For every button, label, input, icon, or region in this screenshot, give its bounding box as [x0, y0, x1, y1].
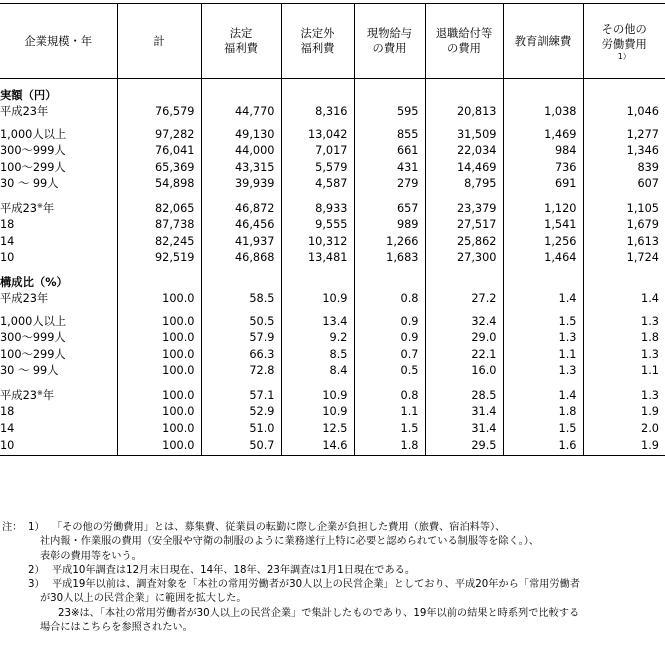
cell-legal-welfare: 39,939 — [201, 176, 281, 193]
table-row — [0, 176, 665, 193]
row-label — [0, 217, 117, 234]
table-row — [0, 217, 665, 234]
cell-training: 1.4 — [503, 291, 583, 308]
cell-retirement: 27,517 — [425, 217, 503, 234]
cell-in-kind-pay: 661 — [354, 143, 425, 160]
cell-total: 100.0 — [117, 313, 201, 330]
table-row — [0, 363, 665, 380]
spacer-row — [0, 79, 665, 88]
cell-retirement: 20,813 — [425, 104, 503, 121]
cell-other-labor: 1.3 — [583, 313, 665, 330]
notes — [0, 521, 665, 635]
cell-in-kind-pay: 0.8 — [354, 291, 425, 308]
section-amount-title-row — [0, 87, 665, 104]
table-row — [0, 420, 665, 437]
cell-total: 87,738 — [117, 217, 201, 234]
table-row — [0, 387, 665, 404]
table-row — [0, 104, 665, 121]
row-label — [0, 330, 117, 347]
cell-other-labor: 1.9 — [583, 437, 665, 456]
row-label-text: 1,000人以上 — [0, 314, 67, 328]
cell-other-labor: 1.3 — [583, 346, 665, 363]
cell-total: 100.0 — [117, 420, 201, 437]
row-label — [0, 126, 117, 143]
header-size-year: 企業規模・年 — [0, 4, 117, 79]
cell-other-labor: 1,613 — [583, 233, 665, 250]
table-row — [0, 143, 665, 160]
cell-training: 691 — [503, 176, 583, 193]
note-3-line-2: が30人以上の民営企業」に範囲を拡大した。 — [40, 593, 247, 605]
row-label-text: 14 — [0, 421, 15, 435]
cell-training: 1.5 — [503, 313, 583, 330]
cell-retirement: 28.5 — [425, 387, 503, 404]
notes-prefix: 注： — [2, 522, 23, 533]
row-label — [0, 291, 117, 308]
cell-training: 1.3 — [503, 363, 583, 380]
cell-legal-welfare: 43,315 — [201, 159, 281, 176]
cell-in-kind-pay: 0.9 — [354, 313, 425, 330]
header-row — [0, 4, 665, 79]
cell-other-labor: 1,724 — [583, 250, 665, 267]
cell-in-kind-pay: 1,683 — [354, 250, 425, 267]
cell-total: 100.0 — [117, 330, 201, 347]
row-label-text: 平成23年 — [0, 105, 49, 119]
cell-total: 97,282 — [117, 126, 201, 143]
cell-total: 82,065 — [117, 200, 201, 217]
cell-in-kind-pay: 0.8 — [354, 387, 425, 404]
cell-training: 1,120 — [503, 200, 583, 217]
cell-legal-welfare: 58.5 — [201, 291, 281, 308]
row-label-text: 平成23 — [0, 388, 37, 402]
table-row — [0, 159, 665, 176]
cell-nonlegal-welfare: 13,481 — [281, 250, 354, 267]
cell-legal-welfare: 66.3 — [201, 346, 281, 363]
cell-total: 92,519 — [117, 250, 201, 267]
cell-training: 1,464 — [503, 250, 583, 267]
cell-training: 1,469 — [503, 126, 583, 143]
cell-in-kind-pay: 279 — [354, 176, 425, 193]
cell-nonlegal-welfare: 14.6 — [281, 437, 354, 456]
row-label-text: 100～299人 — [0, 347, 66, 361]
cell-nonlegal-welfare: 10.9 — [281, 291, 354, 308]
cell-total: 82,245 — [117, 233, 201, 250]
section-ratio-title-row — [0, 274, 665, 291]
row-label — [0, 143, 117, 160]
row-label — [0, 313, 117, 330]
row-label-text: 30 ～ 99人 — [0, 364, 59, 378]
row-label — [0, 363, 117, 380]
cell-in-kind-pay: 855 — [354, 126, 425, 143]
cell-total: 100.0 — [117, 387, 201, 404]
row-label — [0, 200, 117, 217]
note-1-line-1: 「その他の労働費用」とは、募集費、従業員の転勤に際し企業が負担した費用（旅費、宿泊料等）、 — [52, 522, 506, 533]
cell-retirement: 22,034 — [425, 143, 503, 160]
cell-retirement: 8,795 — [425, 176, 503, 193]
cell-training: 984 — [503, 143, 583, 160]
kome-mark: ※ — [36, 201, 43, 210]
cell-training: 1.6 — [503, 437, 583, 456]
cell-nonlegal-welfare: 8.5 — [281, 346, 354, 363]
cell-nonlegal-welfare: 10.9 — [281, 404, 354, 421]
cell-in-kind-pay: 1.8 — [354, 437, 425, 456]
cell-total: 100.0 — [117, 346, 201, 363]
note-3-line-4: 場合にはこちらを参照されたい。 — [40, 622, 193, 634]
cell-total: 76,579 — [117, 104, 201, 121]
cell-total: 100.0 — [117, 363, 201, 380]
cell-retirement: 23,379 — [425, 200, 503, 217]
cell-nonlegal-welfare: 7,017 — [281, 143, 354, 160]
cell-training: 1,256 — [503, 233, 583, 250]
note-3-number: 3） — [28, 579, 45, 591]
row-label-text: 18 — [0, 405, 15, 419]
note-1-line-3: 表彰の費用等をいう。 — [40, 550, 142, 562]
cell-legal-welfare: 51.0 — [201, 420, 281, 437]
cell-nonlegal-welfare: 9.2 — [281, 330, 354, 347]
cell-total: 100.0 — [117, 437, 201, 456]
cell-training: 1.1 — [503, 346, 583, 363]
row-label-text: 100～299人 — [0, 160, 66, 174]
cell-nonlegal-welfare: 4,587 — [281, 176, 354, 193]
cell-total: 65,369 — [117, 159, 201, 176]
cell-retirement: 16.0 — [425, 363, 503, 380]
cell-retirement: 29.5 — [425, 437, 503, 456]
table-row — [0, 291, 665, 308]
cell-retirement: 32.4 — [425, 313, 503, 330]
table-row — [0, 126, 665, 143]
row-label-suffix: 年 — [42, 201, 55, 215]
cell-legal-welfare: 44,770 — [201, 104, 281, 121]
cell-other-labor: 1.4 — [583, 291, 665, 308]
cell-other-labor: 839 — [583, 159, 665, 176]
cell-nonlegal-welfare: 8.4 — [281, 363, 354, 380]
table-row — [0, 200, 665, 217]
cell-legal-welfare: 57.9 — [201, 330, 281, 347]
cell-legal-welfare: 49,130 — [201, 126, 281, 143]
cell-training: 1.8 — [503, 404, 583, 421]
cell-legal-welfare: 50.5 — [201, 313, 281, 330]
row-label — [0, 233, 117, 250]
spacer-row — [0, 266, 665, 274]
cell-nonlegal-welfare: 10,312 — [281, 233, 354, 250]
cell-nonlegal-welfare: 13,042 — [281, 126, 354, 143]
header-nonlegal-welfare: 法定外 福利費 — [281, 4, 354, 79]
note-3-line-1: 平成19年以前は、調査対象を「本社の常用労働者が30人以上の民営企業」としており、平成20年から「常用労働者 — [52, 579, 580, 591]
cell-other-labor: 1.8 — [583, 330, 665, 347]
cell-legal-welfare: 72.8 — [201, 363, 281, 380]
cell-training: 1.4 — [503, 387, 583, 404]
note-2-number: 2） — [28, 564, 45, 576]
row-label-text: 平成23年 — [0, 292, 49, 306]
table-row — [0, 437, 665, 456]
row-label — [0, 387, 117, 404]
cell-retirement: 31.4 — [425, 404, 503, 421]
row-label-text: 300～999人 — [0, 331, 66, 345]
cell-retirement: 31,509 — [425, 126, 503, 143]
row-label — [0, 404, 117, 421]
row-label-text: 14 — [0, 234, 15, 248]
note-1-line-2: 社内報・作業服の費用（安全服や守衛の制服のように業務遂行上特に必要と認められている制服等を除く。）、 — [40, 536, 539, 548]
cell-retirement: 22.1 — [425, 346, 503, 363]
row-label — [0, 420, 117, 437]
cell-other-labor: 1,277 — [583, 126, 665, 143]
cell-retirement: 29.0 — [425, 330, 503, 347]
row-label-text: 30 ～ 99人 — [0, 177, 59, 191]
header-in-kind-pay: 現物給与 の費用 — [354, 4, 425, 79]
cell-nonlegal-welfare: 10.9 — [281, 387, 354, 404]
row-label-suffix: 年 — [42, 388, 55, 402]
row-label — [0, 104, 117, 121]
cell-in-kind-pay: 0.7 — [354, 346, 425, 363]
cell-retirement: 27,300 — [425, 250, 503, 267]
cell-other-labor: 1,105 — [583, 200, 665, 217]
cell-other-labor: 1.3 — [583, 387, 665, 404]
cell-legal-welfare: 46,872 — [201, 200, 281, 217]
cell-retirement: 14,469 — [425, 159, 503, 176]
row-label-text: 1,000人以上 — [0, 127, 67, 141]
cell-training: 1,541 — [503, 217, 583, 234]
spacer-row — [0, 192, 665, 200]
table-row — [0, 313, 665, 330]
cell-in-kind-pay: 431 — [354, 159, 425, 176]
cell-legal-welfare: 44,000 — [201, 143, 281, 160]
cell-in-kind-pay: 0.9 — [354, 330, 425, 347]
cell-retirement: 31.4 — [425, 420, 503, 437]
cell-retirement: 27.2 — [425, 291, 503, 308]
row-label — [0, 176, 117, 193]
cell-in-kind-pay: 1,266 — [354, 233, 425, 250]
table-row — [0, 404, 665, 421]
header-retirement: 退職給付等 の費用 — [425, 4, 503, 79]
cell-nonlegal-welfare: 9,555 — [281, 217, 354, 234]
note-2-line-1: 平成10年調査は12月末日現在、14年、18年、23年調査は1月1日現在である。 — [52, 564, 416, 576]
cell-other-labor: 2.0 — [583, 420, 665, 437]
cell-training: 736 — [503, 159, 583, 176]
cell-other-labor: 1.1 — [583, 363, 665, 380]
cell-in-kind-pay: 1.1 — [354, 404, 425, 421]
row-label — [0, 346, 117, 363]
cell-in-kind-pay: 657 — [354, 200, 425, 217]
cell-legal-welfare: 46,456 — [201, 217, 281, 234]
cell-legal-welfare: 57.1 — [201, 387, 281, 404]
section-amount-title: 実額（円） — [0, 88, 57, 102]
section-ratio-title: 構成比（%） — [0, 275, 68, 289]
cell-other-labor: 1,046 — [583, 104, 665, 121]
cell-legal-welfare: 46,868 — [201, 250, 281, 267]
note-1-number: 1） — [28, 522, 45, 533]
row-label — [0, 159, 117, 176]
header-other-labor: その他の 労働費用 1） — [583, 4, 665, 79]
row-label — [0, 437, 117, 456]
cell-legal-welfare: 50.7 — [201, 437, 281, 456]
cell-other-labor: 607 — [583, 176, 665, 193]
note-3-line-3: 23※は、「本社の常用労働者が30人以上の民営企業」で集計したものであり、19年以前の結果と時系列で比較する — [58, 607, 580, 619]
row-label-text: 18 — [0, 218, 15, 232]
cell-nonlegal-welfare: 8,316 — [281, 104, 354, 121]
cell-in-kind-pay: 1.5 — [354, 420, 425, 437]
cell-retirement: 25,862 — [425, 233, 503, 250]
cell-other-labor: 1.9 — [583, 404, 665, 421]
cell-training: 1.3 — [503, 330, 583, 347]
cell-other-labor: 1,679 — [583, 217, 665, 234]
cell-total: 100.0 — [117, 404, 201, 421]
cell-legal-welfare: 41,937 — [201, 233, 281, 250]
row-label-text: 平成23 — [0, 201, 37, 215]
cell-other-labor: 1,346 — [583, 143, 665, 160]
header-legal-welfare: 法定 福利費 — [201, 4, 281, 79]
kome-mark: ※ — [36, 388, 43, 397]
cell-training: 1.5 — [503, 420, 583, 437]
cell-total: 54,898 — [117, 176, 201, 193]
cell-total: 100.0 — [117, 291, 201, 308]
cell-nonlegal-welfare: 8,933 — [281, 200, 354, 217]
row-label-text: 300～999人 — [0, 144, 66, 158]
spacer-row — [0, 379, 665, 387]
table-row — [0, 346, 665, 363]
table-row — [0, 330, 665, 347]
table-row — [0, 233, 665, 250]
row-label-text: 10 — [0, 251, 15, 265]
cell-total: 76,041 — [117, 143, 201, 160]
cell-nonlegal-welfare: 13.4 — [281, 313, 354, 330]
row-label — [0, 250, 117, 267]
cell-in-kind-pay: 595 — [354, 104, 425, 121]
header-total: 計 — [117, 4, 201, 79]
cell-legal-welfare: 52.9 — [201, 404, 281, 421]
cell-in-kind-pay: 0.5 — [354, 363, 425, 380]
row-label-text: 10 — [0, 438, 15, 452]
table-row — [0, 250, 665, 267]
cell-in-kind-pay: 989 — [354, 217, 425, 234]
labor-cost-table — [0, 3, 665, 456]
cell-nonlegal-welfare: 5,579 — [281, 159, 354, 176]
cell-training: 1,038 — [503, 104, 583, 121]
header-training: 教育訓練費 — [503, 4, 583, 79]
cell-nonlegal-welfare: 12.5 — [281, 420, 354, 437]
